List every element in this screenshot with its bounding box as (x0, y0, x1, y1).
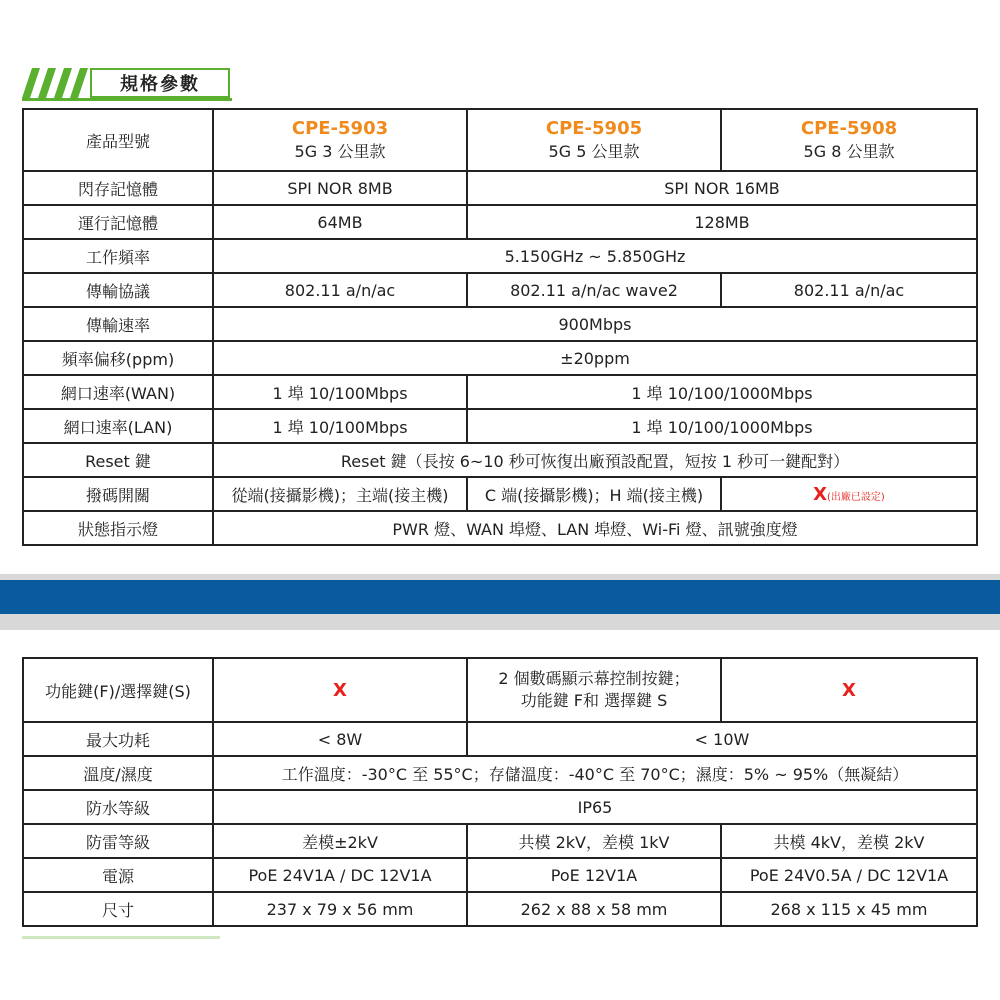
table-row (23, 511, 977, 545)
row-label: 撥碼開關 (23, 477, 213, 511)
cell: SPI NOR 8MB (213, 171, 467, 205)
model-cell (721, 109, 977, 171)
spec-table-2 (22, 657, 978, 927)
row-label: 工作頻率 (23, 239, 213, 273)
table-row (23, 307, 977, 341)
factory-set-note: (出廠已設定) (827, 491, 885, 503)
cell (213, 658, 467, 722)
cell: 1 埠 10/100/1000Mbps (467, 375, 977, 409)
cell: PoE 12V1A (467, 858, 721, 892)
cell: 1 埠 10/100Mbps (213, 409, 467, 443)
row-label: 運行記憶體 (23, 205, 213, 239)
cell: C 端(接攝影機)；H 端(接主機) (467, 477, 721, 511)
row-label: 防水等級 (23, 790, 213, 824)
cell: 1 埠 10/100Mbps (213, 375, 467, 409)
cell-line: 功能鍵 F和 選擇鍵 S (520, 691, 668, 710)
cell: 64MB (213, 205, 467, 239)
row-label: 傳輸協議 (23, 273, 213, 307)
model-desc: 5G 5 公里款 (548, 142, 640, 161)
cell: < 8W (213, 722, 467, 756)
title-underline (22, 98, 232, 101)
row-label: 最大功耗 (23, 722, 213, 756)
model-desc: 5G 3 公里款 (294, 142, 386, 161)
row-label: 尺寸 (23, 892, 213, 926)
row-label: 電源 (23, 858, 213, 892)
footer-accent-line (22, 936, 220, 939)
not-available-mark: X (813, 483, 828, 505)
table-row (23, 790, 977, 824)
divider-band-blue (0, 580, 1000, 614)
table-row (23, 341, 977, 375)
row-label: 閃存記憶體 (23, 171, 213, 205)
model-name: CPE-5905 (545, 118, 643, 139)
cell: PoE 24V1A / DC 12V1A (213, 858, 467, 892)
table-row (23, 109, 977, 171)
cell: 從端(接攝影機)；主端(接主機) (213, 477, 467, 511)
table-row (23, 375, 977, 409)
cell: PoE 24V0.5A / DC 12V1A (721, 858, 977, 892)
cell: 900Mbps (213, 307, 977, 341)
section-header (22, 68, 232, 100)
table-row (23, 658, 977, 722)
table-row (23, 205, 977, 239)
not-available-mark: X (842, 679, 856, 701)
row-label: 產品型號 (23, 109, 213, 171)
model-name: CPE-5908 (800, 118, 898, 139)
row-label: 狀態指示燈 (23, 511, 213, 545)
table-row (23, 443, 977, 477)
row-label: 網口速率(WAN) (23, 375, 213, 409)
cell: 128MB (467, 205, 977, 239)
model-desc: 5G 8 公里款 (803, 142, 895, 161)
cell: ±20ppm (213, 341, 977, 375)
cell (721, 477, 977, 511)
cell (721, 658, 977, 722)
cell: 802.11 a/n/ac (721, 273, 977, 307)
model-name: CPE-5903 (291, 118, 389, 139)
row-label: 防雷等級 (23, 824, 213, 858)
cell: 268 x 115 x 45 mm (721, 892, 977, 926)
table-row (23, 171, 977, 205)
table-row (23, 756, 977, 790)
cell: 1 埠 10/100/1000Mbps (467, 409, 977, 443)
model-cell (213, 109, 467, 171)
table-row (23, 409, 977, 443)
cell (467, 658, 721, 722)
table-row (23, 858, 977, 892)
cell: IP65 (213, 790, 977, 824)
cell: 237 x 79 x 56 mm (213, 892, 467, 926)
table-row (23, 722, 977, 756)
table-row (23, 477, 977, 511)
row-label: 溫度/濕度 (23, 756, 213, 790)
cell: 共模 2kV，差模 1kV (467, 824, 721, 858)
row-label: 網口速率(LAN) (23, 409, 213, 443)
cell: 共模 4kV，差模 2kV (721, 824, 977, 858)
stripes-decoration-icon (22, 68, 92, 100)
row-label: 傳輸速率 (23, 307, 213, 341)
table-row (23, 824, 977, 858)
row-label: 頻率偏移(ppm) (23, 341, 213, 375)
cell: PWR 燈、WAN 埠燈、LAN 埠燈、Wi-Fi 燈、訊號強度燈 (213, 511, 977, 545)
cell: 工作溫度：-30°C 至 55°C；存儲溫度：-40°C 至 70°C；濕度：5% ~ 95%（無凝結） (213, 756, 977, 790)
cell: 802.11 a/n/ac wave2 (467, 273, 721, 307)
section-title: 規格參數 (90, 68, 230, 98)
cell: < 10W (467, 722, 977, 756)
cell: 802.11 a/n/ac (213, 273, 467, 307)
cell: Reset 鍵（長按 6~10 秒可恢復出廠預設配置，短按 1 秒可一鍵配對） (213, 443, 977, 477)
cell: 262 x 88 x 58 mm (467, 892, 721, 926)
model-cell (467, 109, 721, 171)
not-available-mark: X (333, 679, 347, 701)
spec-table-1 (22, 108, 978, 546)
table-row (23, 273, 977, 307)
cell: SPI NOR 16MB (467, 171, 977, 205)
table-row (23, 892, 977, 926)
row-label: Reset 鍵 (23, 443, 213, 477)
cell-line: 2 個數碼顯示幕控制按鍵； (498, 669, 690, 688)
table-row (23, 239, 977, 273)
cell: 5.150GHz ~ 5.850GHz (213, 239, 977, 273)
row-label: 功能鍵(F)/選擇鍵(S) (23, 658, 213, 722)
cell: 差模±2kV (213, 824, 467, 858)
